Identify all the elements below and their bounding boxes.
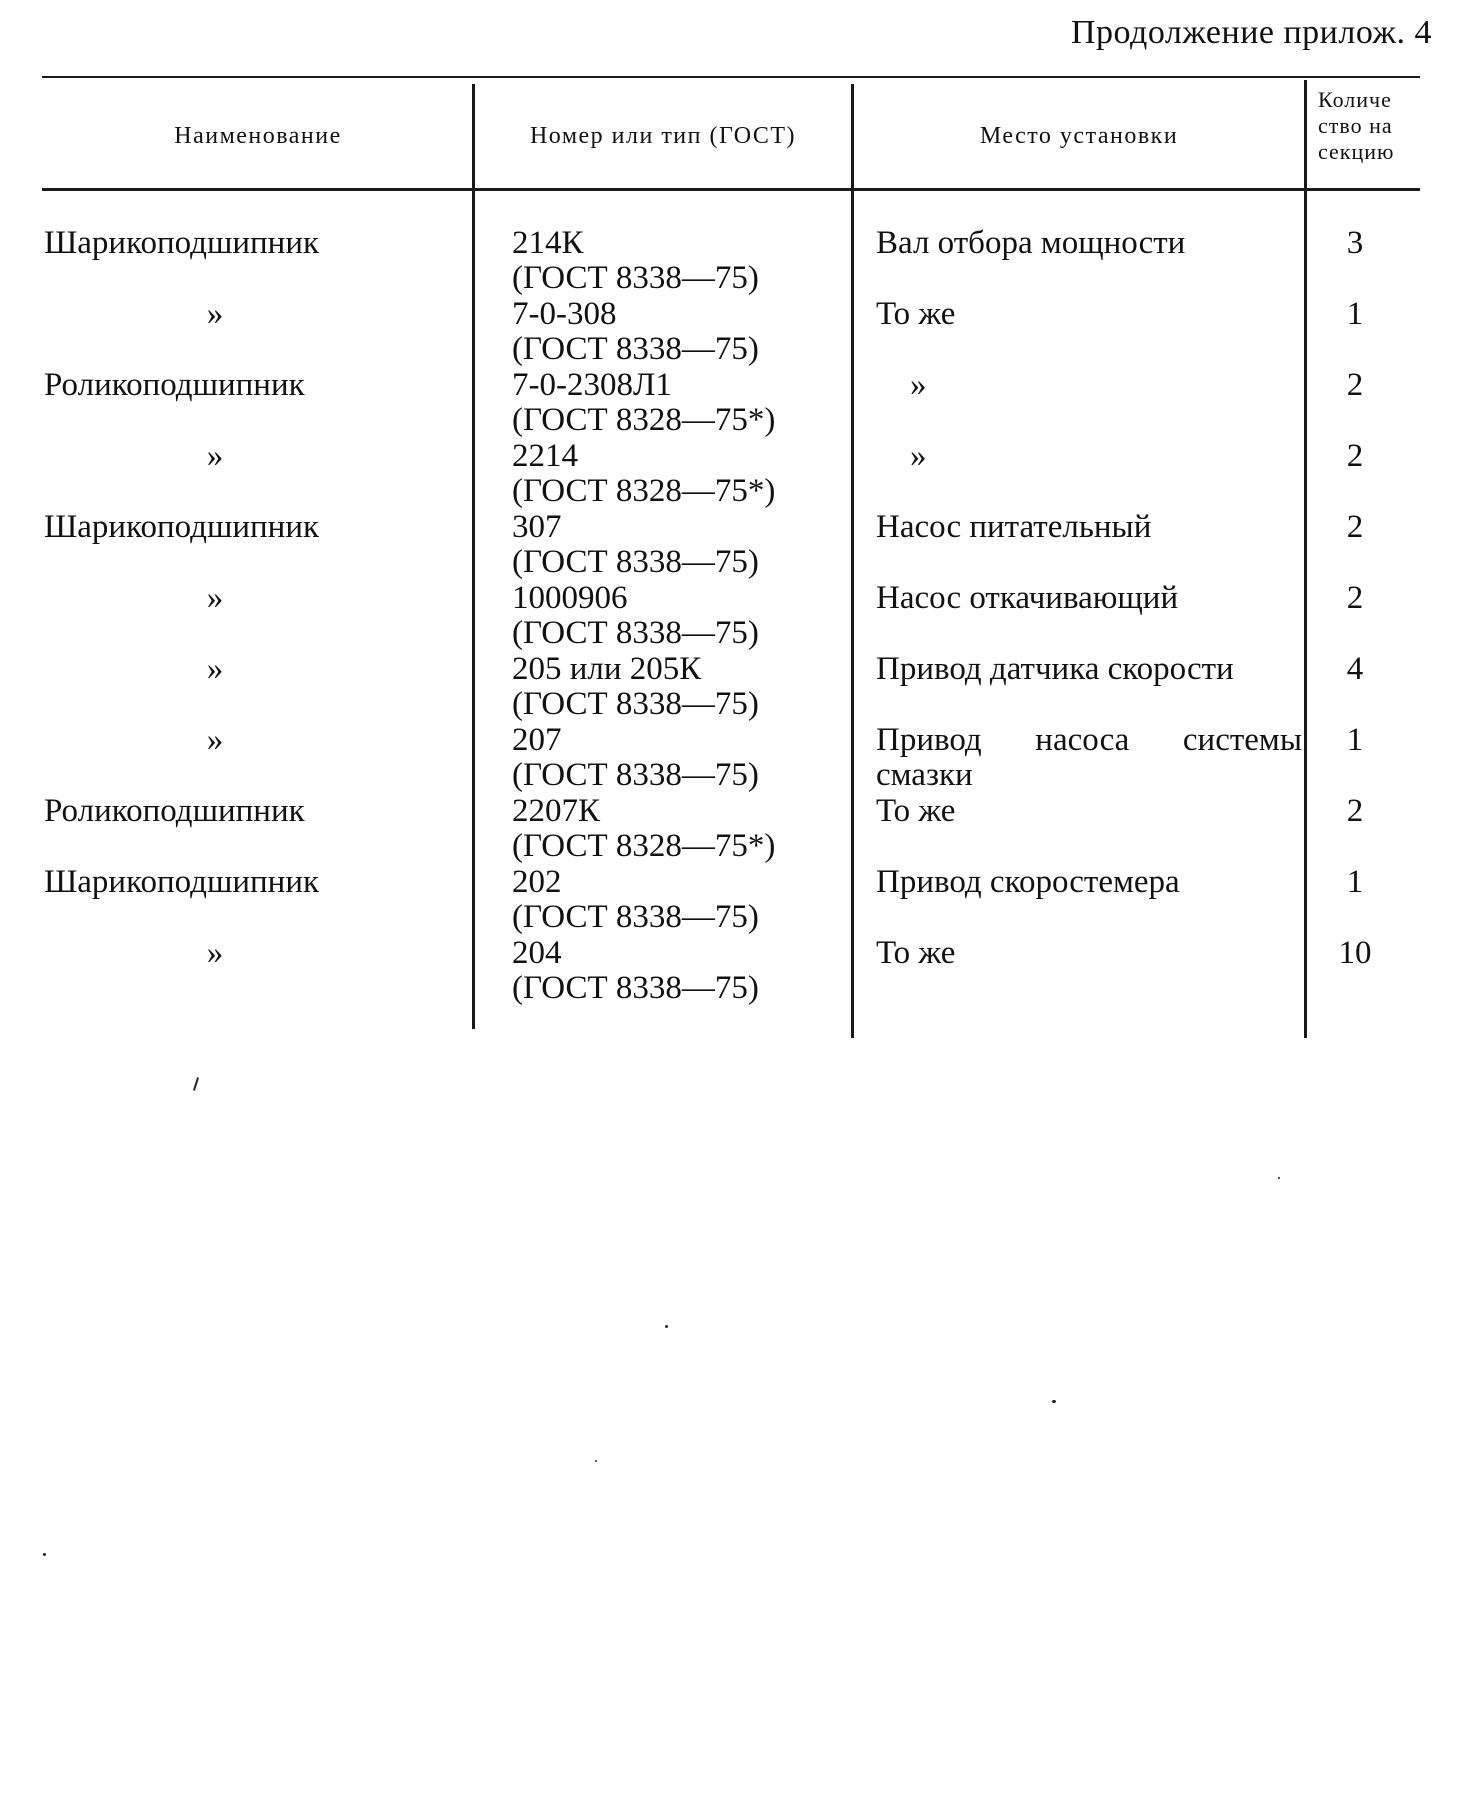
cell-quantity: 4 xyxy=(1346,651,1364,687)
cell-place: То же xyxy=(876,935,956,971)
header-place: Место установки xyxy=(979,122,1179,149)
scan-speck xyxy=(665,1325,668,1328)
cell-place: Насос питательный xyxy=(876,509,1152,545)
cell-name: » xyxy=(206,580,224,616)
cell-number-standard: (ГОСТ 8338—75) xyxy=(512,899,759,935)
cell-place: » xyxy=(910,438,927,474)
cell-number-type: 214К xyxy=(512,225,584,261)
cell-place: Привод скоростемера xyxy=(876,864,1180,900)
cell-name: » xyxy=(206,935,224,971)
cell-number-type: 307 xyxy=(512,509,562,545)
cell-name: Шарикоподшипник xyxy=(44,509,320,545)
table-row xyxy=(0,723,1462,794)
scan-speck xyxy=(193,1077,199,1091)
cell-quantity: 1 xyxy=(1346,722,1364,758)
cell-number-standard: (ГОСТ 8338—75) xyxy=(512,544,759,580)
cell-number xyxy=(512,794,842,864)
cell-number xyxy=(512,439,842,509)
cell-quantity: 1 xyxy=(1346,296,1364,332)
cell-number xyxy=(512,297,842,367)
cell-place: Насос откачивающий xyxy=(876,580,1179,616)
header-number: Номер или тип (ГОСТ) xyxy=(529,122,797,149)
table-row xyxy=(0,936,1462,1007)
cell-place: Привод датчика скорости xyxy=(876,651,1234,687)
cell-quantity: 2 xyxy=(1346,438,1364,474)
cell-number xyxy=(512,226,842,296)
cell-number-standard: (ГОСТ 8338—75) xyxy=(512,331,759,367)
cell-number-standard: (ГОСТ 8338—75) xyxy=(512,260,759,296)
table-row xyxy=(0,439,1462,510)
table-header-rule xyxy=(42,188,1420,191)
cell-number-standard: (ГОСТ 8328—75*) xyxy=(512,828,776,864)
cell-number-type: 1000906 xyxy=(512,580,628,616)
cell-number-type: 7-0-308 xyxy=(512,296,617,332)
cell-quantity: 1 xyxy=(1346,864,1364,900)
cell-number-standard: (ГОСТ 8338—75) xyxy=(512,757,759,793)
scan-speck xyxy=(1278,1177,1280,1179)
cell-quantity: 2 xyxy=(1346,580,1364,616)
table-row xyxy=(0,794,1462,865)
table-row xyxy=(0,297,1462,368)
cell-quantity: 3 xyxy=(1346,225,1364,261)
cell-quantity: 2 xyxy=(1346,509,1364,545)
cell-number-standard: (ГОСТ 8338—75) xyxy=(512,686,759,722)
cell-number xyxy=(512,723,842,793)
cell-place: То же xyxy=(876,793,956,829)
table-body xyxy=(0,226,1462,1007)
scan-speck xyxy=(43,1553,46,1556)
cell-number-standard: (ГОСТ 8338—75) xyxy=(512,970,759,1006)
cell-number-type: 205 или 205К xyxy=(512,651,702,687)
cell-place: Привод насоса системы смазки xyxy=(876,722,1302,793)
cell-number-type: 2207К xyxy=(512,793,601,829)
cell-number xyxy=(512,865,842,935)
cell-place: Вал отбора мощности xyxy=(876,225,1186,261)
table-row xyxy=(0,581,1462,652)
cell-number xyxy=(512,368,842,438)
cell-quantity: 10 xyxy=(1338,935,1372,971)
table-top-rule xyxy=(42,76,1420,78)
table-row xyxy=(0,652,1462,723)
cell-name: Шарикоподшипник xyxy=(44,225,320,261)
cell-number-type: 2214 xyxy=(512,438,578,474)
cell-number-type: 207 xyxy=(512,722,562,758)
cell-number-type: 204 xyxy=(512,935,562,971)
table-row xyxy=(0,226,1462,297)
cell-name: » xyxy=(206,296,224,332)
cell-place: » xyxy=(910,367,927,403)
cell-name: » xyxy=(206,722,224,758)
continuation-label: Продолжение прилож. 4 xyxy=(1070,14,1432,51)
cell-number xyxy=(512,510,842,580)
cell-name: Шарикоподшипник xyxy=(44,864,320,900)
cell-quantity: 2 xyxy=(1346,367,1364,403)
cell-number xyxy=(512,652,842,722)
cell-number-type: 202 xyxy=(512,864,562,900)
table-row xyxy=(0,865,1462,936)
cell-place: То же xyxy=(876,296,956,332)
cell-name: Роликоподшипник xyxy=(44,793,305,829)
cell-quantity: 2 xyxy=(1346,793,1364,829)
cell-number xyxy=(512,936,842,1006)
cell-number-standard: (ГОСТ 8328—75*) xyxy=(512,402,776,438)
table-row xyxy=(0,368,1462,439)
cell-number-standard: (ГОСТ 8328—75*) xyxy=(512,473,776,509)
cell-name: » xyxy=(206,438,224,474)
header-name: Наименование xyxy=(174,122,342,149)
header-quantity: Количе ство на секцию xyxy=(1318,87,1395,164)
cell-name: Роликоподшипник xyxy=(44,367,305,403)
cell-number xyxy=(512,581,842,651)
scan-speck xyxy=(595,1460,597,1462)
cell-number-type: 7-0-2308Л1 xyxy=(512,367,672,403)
cell-number-standard: (ГОСТ 8338—75) xyxy=(512,615,759,651)
cell-name: » xyxy=(206,651,224,687)
table-row xyxy=(0,510,1462,581)
scan-speck xyxy=(1052,1400,1056,1403)
